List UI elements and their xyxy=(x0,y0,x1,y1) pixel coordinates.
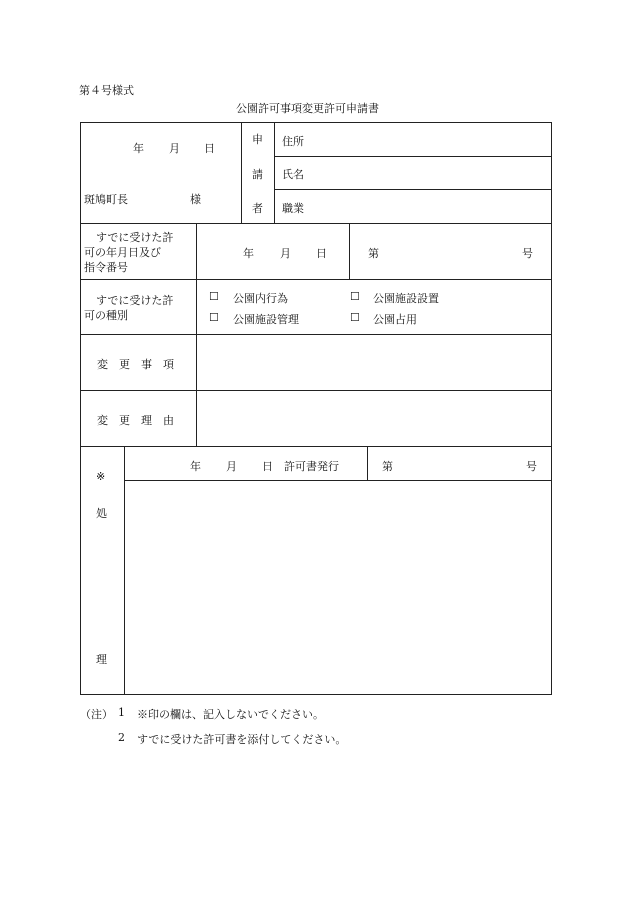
processing-no-prefix: 第 xyxy=(382,460,393,473)
option-park-occupancy: 公園占用 xyxy=(373,313,417,326)
checkbox-facility-management[interactable]: ☐ xyxy=(209,311,219,324)
option-facility-management: 公園施設管理 xyxy=(233,313,299,326)
honorific: 様 xyxy=(190,193,201,206)
checkbox-park-activity[interactable]: ☐ xyxy=(209,290,219,303)
checkbox-facility-installation[interactable]: ☐ xyxy=(350,290,360,303)
processing-header-divider xyxy=(124,480,552,481)
applicant-row-divider xyxy=(274,189,552,190)
change-items-label: 変更事項 xyxy=(97,358,185,371)
col-divider xyxy=(124,446,125,695)
processing-no-suffix: 号 xyxy=(526,460,537,473)
prior-permit-no-prefix: 第 xyxy=(368,247,379,260)
prior-permit-label-line2: 可の年月日及び xyxy=(84,246,161,259)
date-month-label: 月 xyxy=(169,142,180,155)
applicant-label-char: 請 xyxy=(252,168,263,181)
prior-permit-no-suffix: 号 xyxy=(522,247,533,260)
form-number: 第４号様式 xyxy=(79,84,134,97)
col-divider xyxy=(196,223,197,446)
note-number: 2 xyxy=(118,731,125,744)
processing-label-char: 理 xyxy=(96,653,107,666)
applicant-row-divider xyxy=(274,156,552,157)
processing-day-label: 日 xyxy=(262,460,273,473)
row-divider xyxy=(80,446,552,447)
row-divider xyxy=(80,279,552,280)
prior-permit-month-label: 月 xyxy=(280,247,291,260)
row-divider xyxy=(80,390,552,391)
occupation-label: 職業 xyxy=(282,202,304,215)
col-divider xyxy=(241,122,242,223)
name-label: 氏名 xyxy=(282,168,304,181)
processing-label-char: 処 xyxy=(96,507,107,520)
processing-month-label: 月 xyxy=(226,460,237,473)
note-text: すでに受けた許可書を添付してください。 xyxy=(137,733,347,746)
prior-permit-label-line1: すでに受けた許 xyxy=(96,231,174,244)
page-title: 公園許可事項変更許可申請書 xyxy=(236,102,379,115)
prior-permit-day-label: 日 xyxy=(316,247,327,260)
date-day-label: 日 xyxy=(204,142,215,155)
note-text: ※印の欄は、記入しないでください。 xyxy=(137,708,324,721)
row-divider xyxy=(80,223,552,224)
option-park-activity: 公園内行為 xyxy=(233,292,288,305)
col-divider xyxy=(349,223,350,279)
application-table xyxy=(80,122,552,695)
note-number: 1 xyxy=(118,706,125,719)
permit-type-label-line1: すでに受けた許 xyxy=(96,294,174,307)
row-divider xyxy=(80,334,552,335)
date-year-label: 年 xyxy=(133,142,144,155)
official-use-mark: ※ xyxy=(96,470,106,483)
col-divider xyxy=(367,446,368,480)
notes-label: （注） xyxy=(80,708,113,721)
prior-permit-label-line3: 指令番号 xyxy=(84,261,128,274)
address-label: 住所 xyxy=(282,135,304,148)
checkbox-park-occupancy[interactable]: ☐ xyxy=(350,311,360,324)
processing-year-label: 年 xyxy=(190,460,201,473)
applicant-label-char: 申 xyxy=(252,133,263,146)
permit-type-label-line2: 可の種別 xyxy=(84,309,128,322)
addressee: 斑鳩町長 xyxy=(84,193,128,206)
col-divider xyxy=(274,122,275,223)
prior-permit-year-label: 年 xyxy=(243,247,254,260)
change-reason-label: 変更理由 xyxy=(97,414,185,427)
permit-issued-label: 許可書発行 xyxy=(284,460,339,473)
option-facility-installation: 公園施設設置 xyxy=(373,292,439,305)
applicant-label-char: 者 xyxy=(252,202,263,215)
